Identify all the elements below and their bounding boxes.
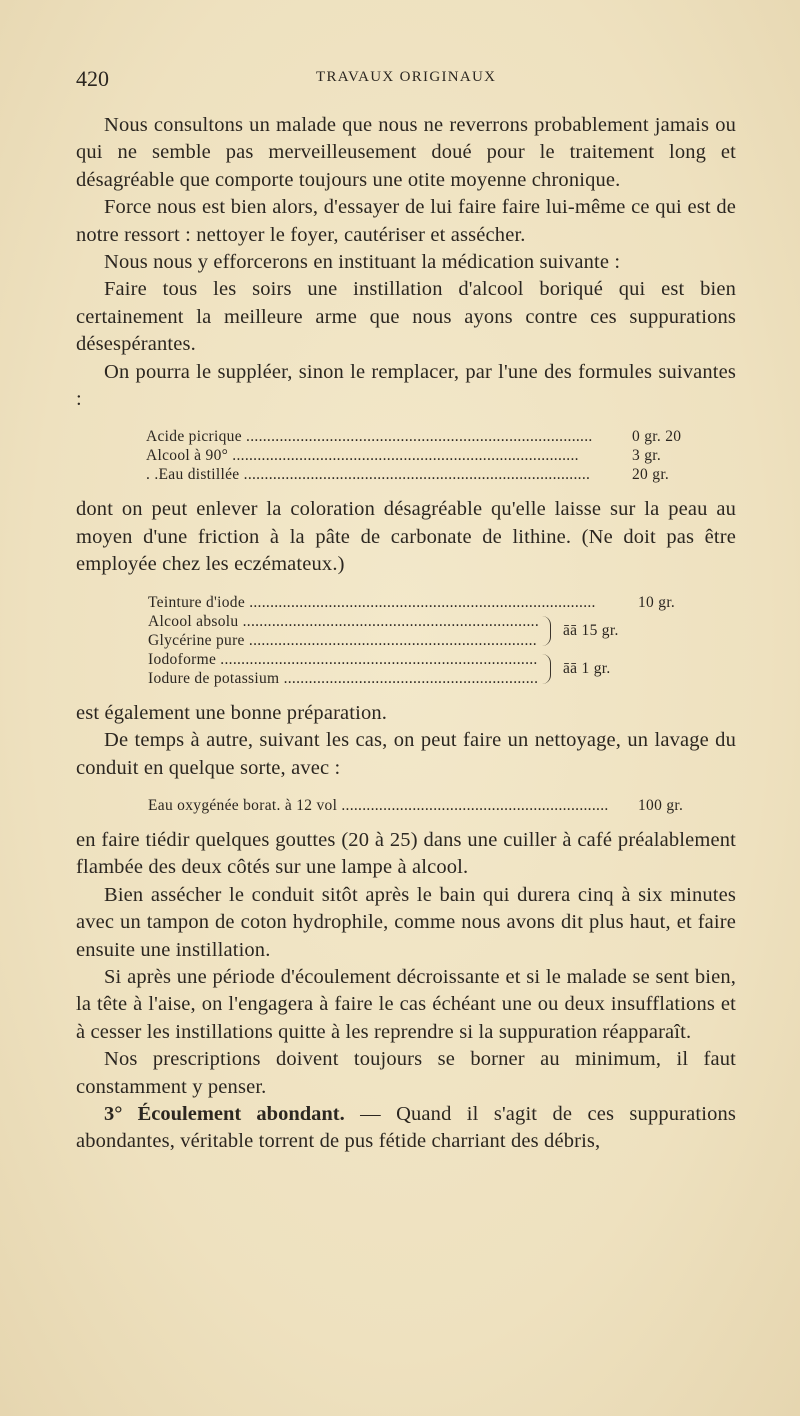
paragraph: De temps à autre, suivant les cas, on peut faire un nettoyage, un lavage du conduit en quelque sorte, avec :: [76, 729, 736, 779]
formula-line: [76, 427, 736, 446]
ingredient-quantity: 3 gr.: [632, 447, 662, 465]
page-number: 420: [76, 66, 109, 91]
formula-line: [148, 796, 736, 815]
page-header: [76, 66, 736, 90]
formula-line: [76, 465, 736, 484]
formula-picric: [76, 427, 736, 484]
ingredient-name: Teinture d'iode .....: [148, 593, 608, 612]
section-heading: 3° Écoulement abondant.: [104, 1102, 345, 1125]
brace: [542, 616, 551, 646]
ingredient-name: Glycérine pure .....: [148, 631, 538, 650]
paragraph: Force nous est bien alors, d'essayer de lui faire faire lui-même ce qui est de notre ressort : nettoyer le foyer, cautériser et assécher.: [76, 196, 736, 246]
paragraph: Si après une période d'écoulement décroissante et si le malade se sent bien, la tête à l'aise, on l'engagera à faire le cas échéant une ou deux insufflations et à cesser les instillations quitte à les reprendre si la suppuration réapparaît.: [76, 965, 736, 1043]
group-quantity: āā 15 gr.: [563, 622, 619, 640]
paragraph: On pourra le suppléer, sinon le remplacer, par l'une des formules suivantes :: [76, 360, 736, 411]
group-quantity: āā 1 gr.: [563, 660, 611, 678]
paragraph: dont on peut enlever la coloration désagréable qu'elle laisse sur la peau au moyen d'une friction à la pâte de carbonate de lithine. (Ne doit pas être employée chez les eczémateux.): [76, 498, 736, 576]
formula-peroxide: [76, 796, 736, 815]
ingredient-name: . .Eau distillée .....: [146, 465, 596, 484]
ingredient-name: Eau oxygénée borat. à 12 vol .....: [148, 796, 608, 815]
running-head: TRAVAUX ORIGINAUX: [316, 69, 497, 85]
ingredient-quantity: 100 gr.: [638, 796, 684, 814]
paragraph: est également une bonne préparation.: [76, 701, 388, 724]
ingredient-quantity: 10 gr.: [638, 593, 676, 611]
paragraph: Faire tous les soirs une instillation d'alcool boriqué qui est bien certainement la meilleure arme que nous ayons contre ces suppurations désespérantes.: [76, 278, 736, 356]
ingredient-quantity: 0 gr. 20: [632, 428, 682, 446]
formula-line: [148, 593, 736, 612]
formula-line: [76, 446, 736, 465]
formula-iodine: [76, 593, 736, 688]
ingredient-name: Alcool absolu .....: [148, 612, 538, 631]
paragraph-text: — Quand il s'agit de ces suppurations abondantes, véritable torrent de pus fétide charriant des débris,: [76, 1102, 736, 1153]
ingredient-name: Acide picrique .....: [146, 427, 596, 446]
formula-group: [148, 650, 736, 688]
formula-group: [148, 612, 736, 650]
paragraph: Nous consultons un malade que nous ne reverrons probablement jamais ou qui ne semble pas merveilleusement doué pour le traitement long et désagréable que comporte toujours une otite moyenne chronique.: [76, 114, 736, 191]
paragraph: Nos prescriptions doivent toujours se borner au minimum, il faut constamment y penser.: [76, 1048, 736, 1098]
body-text: [76, 112, 736, 1156]
paragraph: Bien assécher le conduit sitôt après le bain qui durera cinq à six minutes avec un tampon de coton hydrophile, comme nous avons dit plus haut, et faire ensuite une instillation.: [76, 883, 736, 961]
paragraph: [76, 1101, 736, 1156]
paragraph: Nous nous y efforcerons en instituant la médication suivante :: [104, 251, 621, 274]
paragraph: en faire tiédir quelques gouttes (20 à 25) dans une cuiller à café préalablement flambée des deux côtés sur une lampe à alcool.: [76, 828, 736, 879]
brace: [542, 654, 551, 684]
ingredient-quantity: 20 gr.: [632, 466, 670, 484]
ingredient-name: Alcool à 90° .....: [146, 446, 596, 465]
ingredient-name: Iodoforme .....: [148, 650, 538, 669]
ingredient-name: Iodure de potassium .....: [148, 669, 538, 688]
